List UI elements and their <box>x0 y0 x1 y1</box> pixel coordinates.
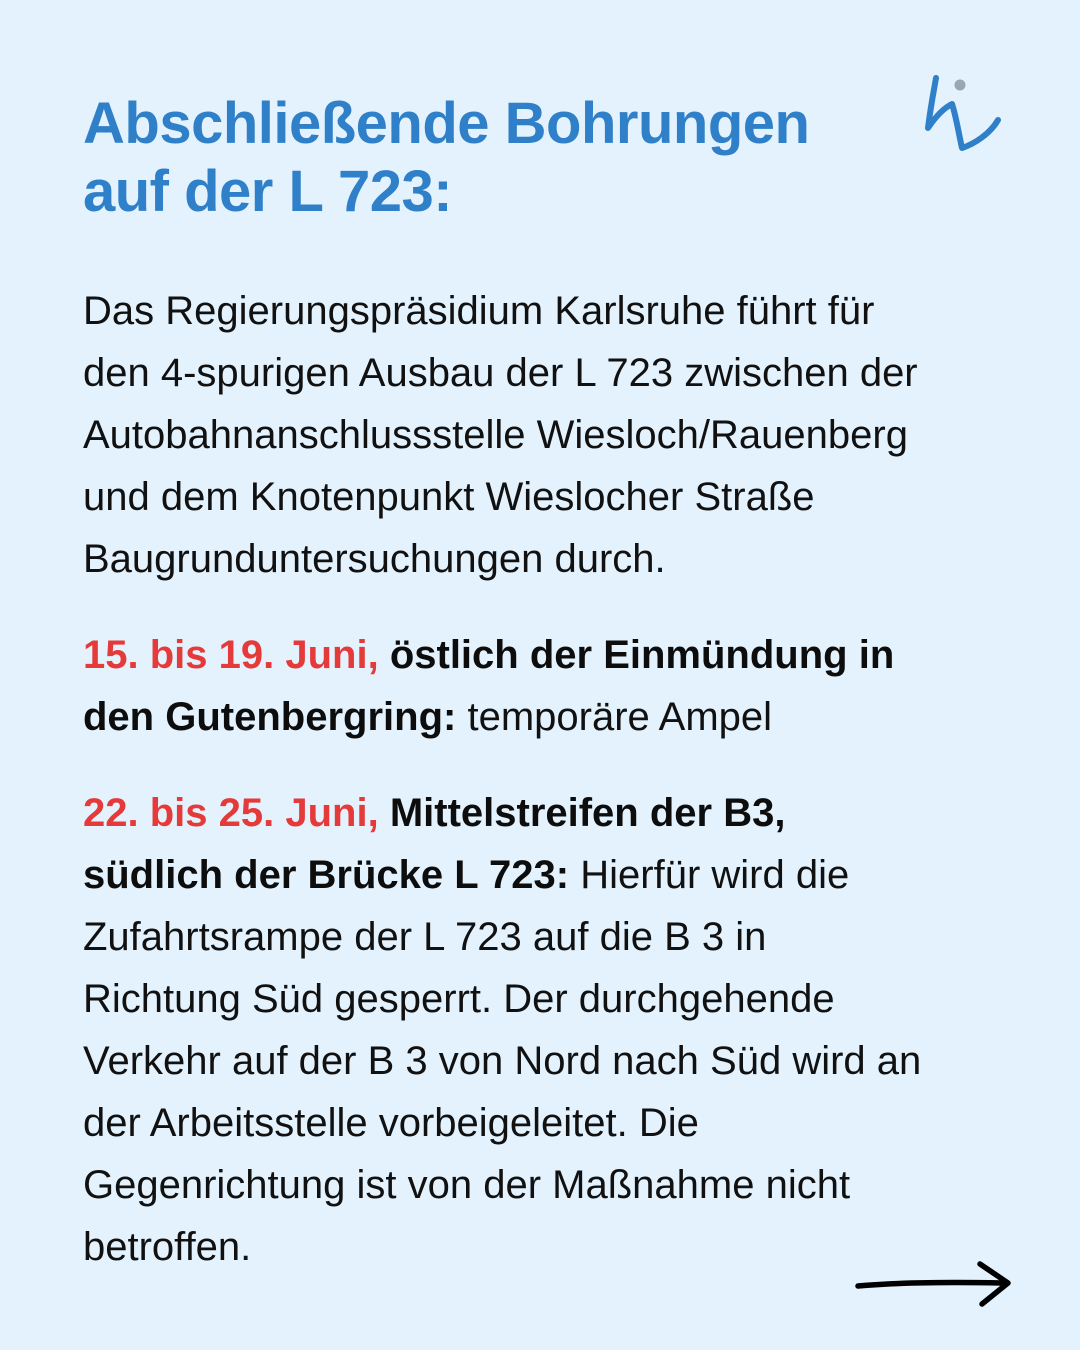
event-1-location-line-2: den Gutenbergring: <box>83 695 457 739</box>
event-1-location-line-1: östlich der Einmündung in <box>389 633 895 677</box>
page-title <box>83 90 903 226</box>
event-2-detail-line-2: Zufahrtsrampe der L 723 auf die B 3 in <box>83 915 767 959</box>
event-2-detail-line-4: Verkehr auf der B 3 von Nord nach Süd wird an <box>83 1039 922 1083</box>
event-2-date: 22. bis 25. Juni, <box>83 791 379 835</box>
event-1-detail: temporäre Ampel <box>467 695 773 739</box>
event-2-paragraph <box>83 782 998 1278</box>
event-2-detail-line-7: betroffen. <box>83 1225 252 1269</box>
event-2-location-line-2: südlich der Brücke L 723: <box>83 853 570 897</box>
event-1-paragraph <box>83 624 998 748</box>
arrow-right-icon[interactable] <box>852 1258 1020 1310</box>
intro-line-1: Das Regierungspräsidium Karlsruhe führt für <box>83 289 875 333</box>
logo-dot <box>955 80 966 91</box>
intro-line-5: Baugrunduntersuchungen durch. <box>83 537 666 581</box>
event-2-detail-line-1: Hierfür wird die <box>580 853 850 897</box>
body-content <box>83 280 998 1278</box>
intro-line-3: Autobahnanschlussstelle Wiesloch/Rauenberg <box>83 413 908 457</box>
brand-logo-icon <box>920 70 1004 154</box>
event-2-detail-line-6: Gegenrichtung ist von der Maßnahme nicht <box>83 1163 851 1207</box>
event-1-date: 15. bis 19. Juni, <box>83 633 379 677</box>
arrow-shaft <box>858 1282 1002 1286</box>
event-2-detail-line-5: der Arbeitsstelle vorbeigeleitet. Die <box>83 1101 699 1145</box>
event-2-location-line-1: Mittelstreifen der B3, <box>389 791 786 835</box>
intro-line-4: und dem Knotenpunkt Wieslocher Straße <box>83 475 815 519</box>
intro-line-2: den 4-spurigen Ausbau der L 723 zwischen der <box>83 351 918 395</box>
intro-paragraph <box>83 280 998 590</box>
event-2-detail-line-3: Richtung Süd gesperrt. Der durchgehende <box>83 977 835 1021</box>
title-line-1: Abschließende Bohrungen <box>83 91 810 156</box>
title-line-2: auf der L 723: <box>83 159 453 224</box>
